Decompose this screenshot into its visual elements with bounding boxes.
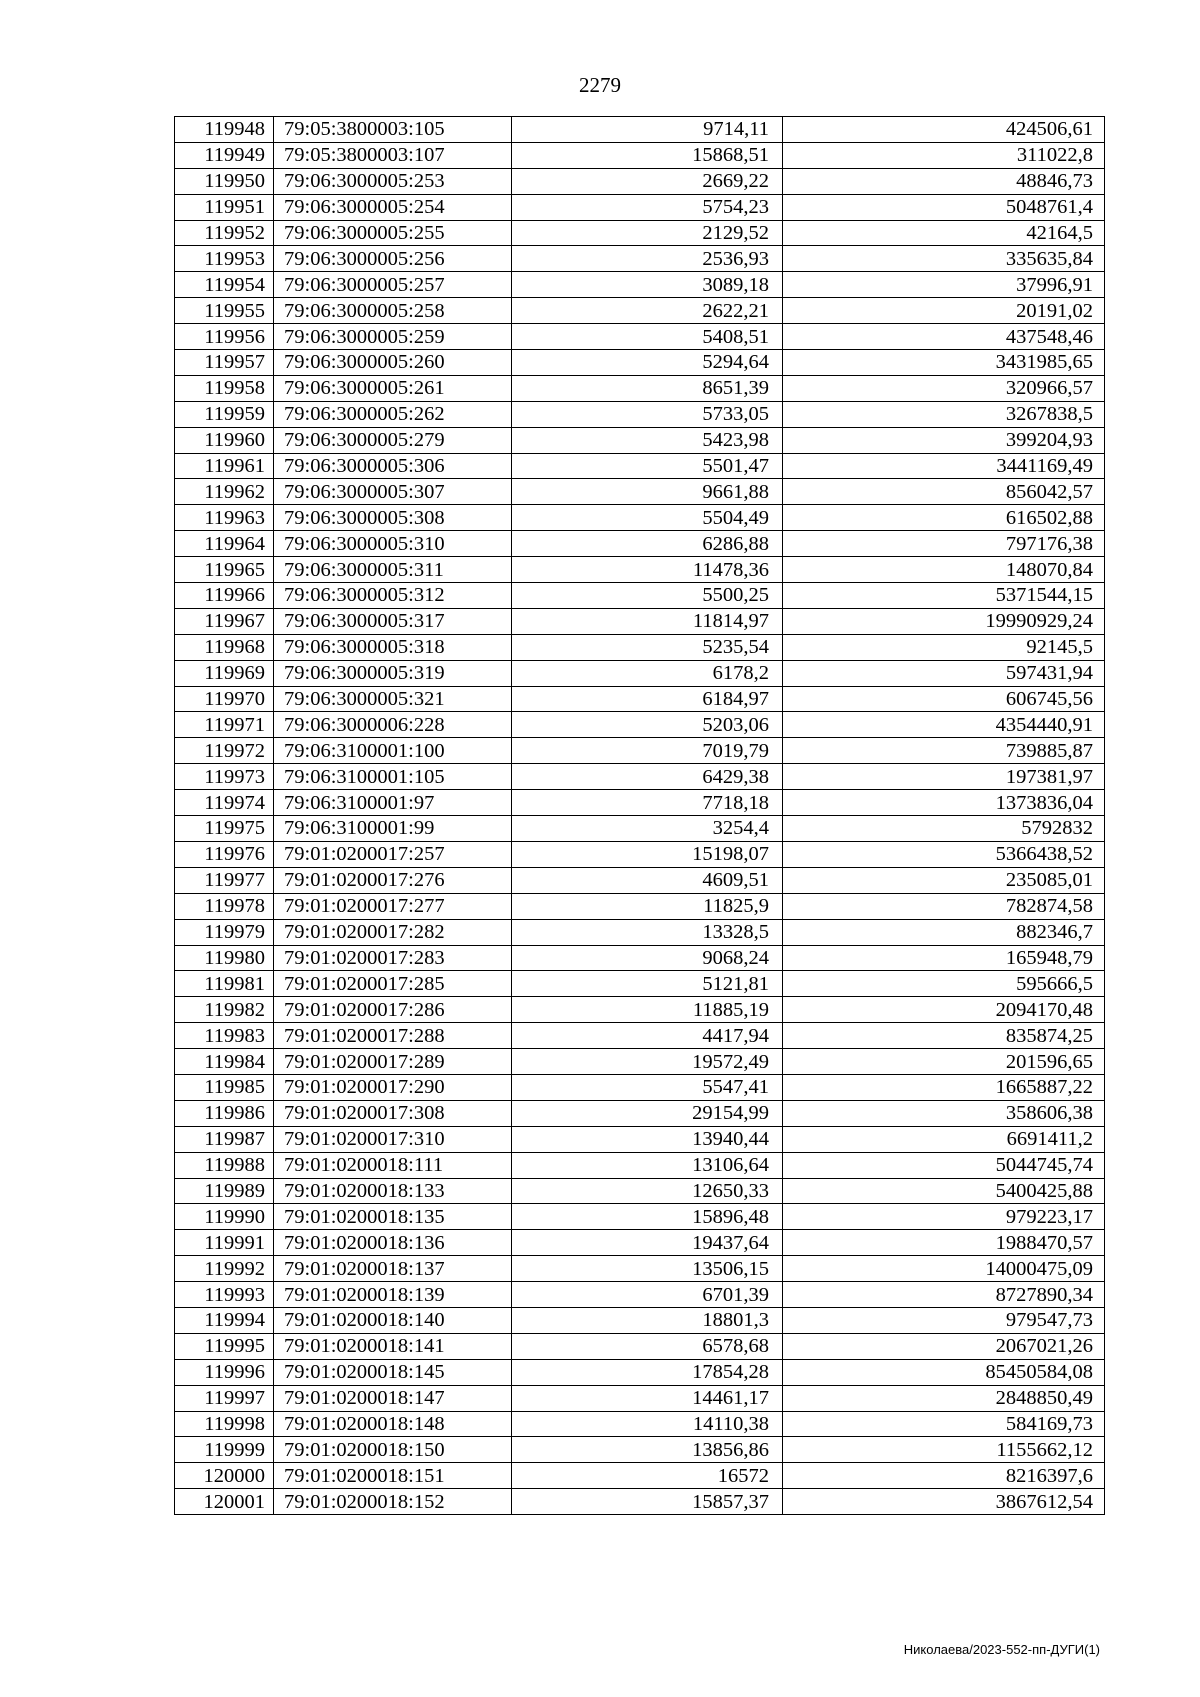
value-cell: 835874,25 — [783, 1023, 1105, 1049]
row-number-cell: 119985 — [175, 1074, 274, 1100]
row-number-cell: 119968 — [175, 634, 274, 660]
cadastral-number-cell: 79:06:3000005:318 — [274, 634, 512, 660]
value-cell: 8216397,6 — [783, 1463, 1105, 1489]
cadastral-number-cell: 79:06:3000005:256 — [274, 246, 512, 272]
area-cell: 5235,54 — [512, 634, 783, 660]
table-row — [175, 298, 1105, 324]
value-cell: 856042,57 — [783, 479, 1105, 505]
value-cell: 311022,8 — [783, 142, 1105, 168]
area-cell: 3089,18 — [512, 272, 783, 298]
table-row — [175, 919, 1105, 945]
row-number-cell: 119981 — [175, 971, 274, 997]
table-row — [175, 1385, 1105, 1411]
value-cell: 1665887,22 — [783, 1074, 1105, 1100]
table-row — [175, 246, 1105, 272]
row-number-cell: 119988 — [175, 1152, 274, 1178]
value-cell: 5044745,74 — [783, 1152, 1105, 1178]
area-cell: 14110,38 — [512, 1411, 783, 1437]
table-row — [175, 712, 1105, 738]
table-row — [175, 1463, 1105, 1489]
area-cell: 19437,64 — [512, 1230, 783, 1256]
table-row — [175, 531, 1105, 557]
cadastral-number-cell: 79:01:0200018:135 — [274, 1204, 512, 1230]
cadastral-number-cell: 79:06:3000005:255 — [274, 220, 512, 246]
value-cell: 2067021,26 — [783, 1333, 1105, 1359]
cadastral-number-cell: 79:06:3000005:308 — [274, 505, 512, 531]
cadastral-number-cell: 79:05:3800003:105 — [274, 117, 512, 143]
area-cell: 14461,17 — [512, 1385, 783, 1411]
cadastral-number-cell: 79:06:3000006:228 — [274, 712, 512, 738]
cadastral-number-cell: 79:05:3800003:107 — [274, 142, 512, 168]
table-row — [175, 867, 1105, 893]
cadastral-number-cell: 79:01:0200017:283 — [274, 945, 512, 971]
row-number-cell: 119953 — [175, 246, 274, 272]
table-row — [175, 841, 1105, 867]
row-number-cell: 119964 — [175, 531, 274, 557]
area-cell: 5423,98 — [512, 427, 783, 453]
cadastral-number-cell: 79:01:0200017:308 — [274, 1100, 512, 1126]
area-cell: 15198,07 — [512, 841, 783, 867]
area-cell: 11478,36 — [512, 557, 783, 583]
value-cell: 3441169,49 — [783, 453, 1105, 479]
row-number-cell: 119973 — [175, 764, 274, 790]
table-row — [175, 479, 1105, 505]
table-row — [175, 945, 1105, 971]
cadastral-number-cell: 79:06:3000005:253 — [274, 168, 512, 194]
area-cell: 5121,81 — [512, 971, 783, 997]
row-number-cell: 119954 — [175, 272, 274, 298]
table-row — [175, 375, 1105, 401]
value-cell: 1988470,57 — [783, 1230, 1105, 1256]
footer-reference: Николаева/2023-552-пп-ДУГИ(1) — [903, 1642, 1100, 1657]
table-row — [175, 1126, 1105, 1152]
area-cell: 5203,06 — [512, 712, 783, 738]
value-cell: 979223,17 — [783, 1204, 1105, 1230]
value-cell: 3867612,54 — [783, 1489, 1105, 1515]
cadastral-number-cell: 79:06:3000005:317 — [274, 608, 512, 634]
row-number-cell: 119993 — [175, 1282, 274, 1308]
table-row — [175, 1359, 1105, 1385]
value-cell: 979547,73 — [783, 1307, 1105, 1333]
area-cell: 5504,49 — [512, 505, 783, 531]
row-number-cell: 119974 — [175, 790, 274, 816]
area-cell: 15868,51 — [512, 142, 783, 168]
cadastral-number-cell: 79:06:3000005:257 — [274, 272, 512, 298]
table-row — [175, 583, 1105, 609]
table-row — [175, 686, 1105, 712]
area-cell: 11885,19 — [512, 997, 783, 1023]
row-number-cell: 119980 — [175, 945, 274, 971]
row-number-cell: 119966 — [175, 583, 274, 609]
row-number-cell: 119975 — [175, 816, 274, 842]
cadastral-number-cell: 79:06:3000005:260 — [274, 350, 512, 376]
value-cell: 616502,88 — [783, 505, 1105, 531]
area-cell: 6184,97 — [512, 686, 783, 712]
row-number-cell: 119979 — [175, 919, 274, 945]
area-cell: 2622,21 — [512, 298, 783, 324]
row-number-cell: 119984 — [175, 1049, 274, 1075]
area-cell: 15857,37 — [512, 1489, 783, 1515]
table-row — [175, 1282, 1105, 1308]
row-number-cell: 119959 — [175, 401, 274, 427]
area-cell: 5408,51 — [512, 324, 783, 350]
cadastral-number-cell: 79:01:0200018:147 — [274, 1385, 512, 1411]
value-cell: 20191,02 — [783, 298, 1105, 324]
area-cell: 13856,86 — [512, 1437, 783, 1463]
value-cell: 1373836,04 — [783, 790, 1105, 816]
value-cell: 437548,46 — [783, 324, 1105, 350]
table-row — [175, 764, 1105, 790]
area-cell: 12650,33 — [512, 1178, 783, 1204]
area-cell: 6578,68 — [512, 1333, 783, 1359]
area-cell: 4417,94 — [512, 1023, 783, 1049]
area-cell: 9661,88 — [512, 479, 783, 505]
cadastral-number-cell: 79:01:0200018:148 — [274, 1411, 512, 1437]
cadastral-number-cell: 79:01:0200018:151 — [274, 1463, 512, 1489]
area-cell: 2129,52 — [512, 220, 783, 246]
cadastral-number-cell: 79:01:0200017:290 — [274, 1074, 512, 1100]
row-number-cell: 119986 — [175, 1100, 274, 1126]
value-cell: 197381,97 — [783, 764, 1105, 790]
row-number-cell: 119960 — [175, 427, 274, 453]
table-row — [175, 893, 1105, 919]
table-row — [175, 401, 1105, 427]
cadastral-number-cell: 79:06:3000005:307 — [274, 479, 512, 505]
table-row — [175, 1074, 1105, 1100]
value-cell: 8727890,34 — [783, 1282, 1105, 1308]
table-row — [175, 1489, 1105, 1515]
value-cell: 595666,5 — [783, 971, 1105, 997]
row-number-cell: 119987 — [175, 1126, 274, 1152]
value-cell: 882346,7 — [783, 919, 1105, 945]
table-row — [175, 272, 1105, 298]
row-number-cell: 119999 — [175, 1437, 274, 1463]
table-row — [175, 634, 1105, 660]
area-cell: 7019,79 — [512, 738, 783, 764]
value-cell: 42164,5 — [783, 220, 1105, 246]
cadastral-number-cell: 79:01:0200017:276 — [274, 867, 512, 893]
cadastral-number-cell: 79:01:0200017:277 — [274, 893, 512, 919]
table-row — [175, 427, 1105, 453]
cadastral-number-cell: 79:01:0200018:139 — [274, 1282, 512, 1308]
table-row — [175, 1100, 1105, 1126]
row-number-cell: 119977 — [175, 867, 274, 893]
area-cell: 6286,88 — [512, 531, 783, 557]
area-cell: 16572 — [512, 1463, 783, 1489]
table-row — [175, 194, 1105, 220]
value-cell: 597431,94 — [783, 660, 1105, 686]
row-number-cell: 119978 — [175, 893, 274, 919]
value-cell: 92145,5 — [783, 634, 1105, 660]
cadastral-number-cell: 79:06:3100001:100 — [274, 738, 512, 764]
area-cell: 7718,18 — [512, 790, 783, 816]
cadastral-number-cell: 79:06:3000005:306 — [274, 453, 512, 479]
row-number-cell: 119971 — [175, 712, 274, 738]
page-number: 2279 — [579, 73, 621, 97]
cadastral-number-cell: 79:06:3000005:319 — [274, 660, 512, 686]
table-row — [175, 738, 1105, 764]
cadastral-number-cell: 79:06:3000005:321 — [274, 686, 512, 712]
cadastral-number-cell: 79:06:3000005:312 — [274, 583, 512, 609]
cadastral-number-cell: 79:01:0200017:310 — [274, 1126, 512, 1152]
area-cell: 5733,05 — [512, 401, 783, 427]
area-cell: 4609,51 — [512, 867, 783, 893]
value-cell: 739885,87 — [783, 738, 1105, 764]
row-number-cell: 119970 — [175, 686, 274, 712]
value-cell: 5366438,52 — [783, 841, 1105, 867]
cadastral-number-cell: 79:01:0200017:282 — [274, 919, 512, 945]
row-number-cell: 119967 — [175, 608, 274, 634]
area-cell: 8651,39 — [512, 375, 783, 401]
area-cell: 13328,5 — [512, 919, 783, 945]
row-number-cell: 119997 — [175, 1385, 274, 1411]
cadastral-number-cell: 79:01:0200018:136 — [274, 1230, 512, 1256]
cadastral-number-cell: 79:06:3000005:261 — [274, 375, 512, 401]
row-number-cell: 119951 — [175, 194, 274, 220]
table-body — [175, 117, 1105, 1515]
value-cell: 5371544,15 — [783, 583, 1105, 609]
row-number-cell: 119963 — [175, 505, 274, 531]
area-cell: 9068,24 — [512, 945, 783, 971]
row-number-cell: 119992 — [175, 1256, 274, 1282]
area-cell: 6178,2 — [512, 660, 783, 686]
row-number-cell: 119962 — [175, 479, 274, 505]
value-cell: 148070,84 — [783, 557, 1105, 583]
cadastral-number-cell: 79:01:0200017:288 — [274, 1023, 512, 1049]
value-cell: 335635,84 — [783, 246, 1105, 272]
value-cell: 1155662,12 — [783, 1437, 1105, 1463]
row-number-cell: 119982 — [175, 997, 274, 1023]
area-cell: 5501,47 — [512, 453, 783, 479]
row-number-cell: 119996 — [175, 1359, 274, 1385]
area-cell: 15896,48 — [512, 1204, 783, 1230]
cadastral-number-cell: 79:01:0200017:289 — [274, 1049, 512, 1075]
table-row — [175, 220, 1105, 246]
area-cell: 11814,97 — [512, 608, 783, 634]
table-row — [175, 971, 1105, 997]
table-row — [175, 117, 1105, 143]
cadastral-number-cell: 79:01:0200018:133 — [274, 1178, 512, 1204]
row-number-cell: 119972 — [175, 738, 274, 764]
cadastral-number-cell: 79:06:3100001:105 — [274, 764, 512, 790]
value-cell: 201596,65 — [783, 1049, 1105, 1075]
row-number-cell: 119976 — [175, 841, 274, 867]
row-number-cell: 119998 — [175, 1411, 274, 1437]
value-cell: 399204,93 — [783, 427, 1105, 453]
table-row — [175, 1411, 1105, 1437]
cadastral-number-cell: 79:01:0200018:111 — [274, 1152, 512, 1178]
cadastral-number-cell: 79:01:0200017:257 — [274, 841, 512, 867]
table-row — [175, 557, 1105, 583]
area-cell: 13940,44 — [512, 1126, 783, 1152]
row-number-cell: 119950 — [175, 168, 274, 194]
table-row — [175, 453, 1105, 479]
cadastral-number-cell: 79:06:3000005:311 — [274, 557, 512, 583]
area-cell: 11825,9 — [512, 893, 783, 919]
row-number-cell: 120000 — [175, 1463, 274, 1489]
row-number-cell: 119952 — [175, 220, 274, 246]
data-table — [174, 116, 1105, 1515]
area-cell: 17854,28 — [512, 1359, 783, 1385]
row-number-cell: 119965 — [175, 557, 274, 583]
row-number-cell: 119969 — [175, 660, 274, 686]
table-row — [175, 168, 1105, 194]
table-row — [175, 142, 1105, 168]
table-row — [175, 608, 1105, 634]
table-row — [175, 1230, 1105, 1256]
row-number-cell: 119990 — [175, 1204, 274, 1230]
cadastral-number-cell: 79:06:3000005:259 — [274, 324, 512, 350]
cadastral-number-cell: 79:01:0200018:140 — [274, 1307, 512, 1333]
value-cell: 584169,73 — [783, 1411, 1105, 1437]
value-cell: 6691411,2 — [783, 1126, 1105, 1152]
area-cell: 2669,22 — [512, 168, 783, 194]
value-cell: 165948,79 — [783, 945, 1105, 971]
table-row — [175, 790, 1105, 816]
value-cell: 358606,38 — [783, 1100, 1105, 1126]
table-row — [175, 1049, 1105, 1075]
value-cell: 3267838,5 — [783, 401, 1105, 427]
value-cell: 5048761,4 — [783, 194, 1105, 220]
value-cell: 606745,56 — [783, 686, 1105, 712]
value-cell: 782874,58 — [783, 893, 1105, 919]
table-row — [175, 1178, 1105, 1204]
table-row — [175, 350, 1105, 376]
row-number-cell: 119995 — [175, 1333, 274, 1359]
row-number-cell: 119994 — [175, 1307, 274, 1333]
value-cell: 5400425,88 — [783, 1178, 1105, 1204]
table-row — [175, 1256, 1105, 1282]
cadastral-number-cell: 79:06:3000005:262 — [274, 401, 512, 427]
area-cell: 13106,64 — [512, 1152, 783, 1178]
cadastral-number-cell: 79:01:0200018:145 — [274, 1359, 512, 1385]
cadastral-number-cell: 79:06:3100001:97 — [274, 790, 512, 816]
row-number-cell: 119958 — [175, 375, 274, 401]
table-row — [175, 1333, 1105, 1359]
cadastral-number-cell: 79:01:0200017:285 — [274, 971, 512, 997]
cadastral-number-cell: 79:01:0200018:141 — [274, 1333, 512, 1359]
value-cell: 85450584,08 — [783, 1359, 1105, 1385]
table-row — [175, 1437, 1105, 1463]
value-cell: 320966,57 — [783, 375, 1105, 401]
area-cell: 5500,25 — [512, 583, 783, 609]
table-row — [175, 1152, 1105, 1178]
area-cell: 5294,64 — [512, 350, 783, 376]
table-row — [175, 660, 1105, 686]
row-number-cell: 119991 — [175, 1230, 274, 1256]
cadastral-number-cell: 79:01:0200018:152 — [274, 1489, 512, 1515]
row-number-cell: 119949 — [175, 142, 274, 168]
row-number-cell: 119957 — [175, 350, 274, 376]
value-cell: 5792832 — [783, 816, 1105, 842]
row-number-cell: 119955 — [175, 298, 274, 324]
row-number-cell: 120001 — [175, 1489, 274, 1515]
area-cell: 5754,23 — [512, 194, 783, 220]
cadastral-number-cell: 79:01:0200018:150 — [274, 1437, 512, 1463]
value-cell: 3431985,65 — [783, 350, 1105, 376]
value-cell: 235085,01 — [783, 867, 1105, 893]
cadastral-number-cell: 79:06:3000005:279 — [274, 427, 512, 453]
cadastral-number-cell: 79:06:3000005:258 — [274, 298, 512, 324]
table-row — [175, 324, 1105, 350]
area-cell: 6701,39 — [512, 1282, 783, 1308]
area-cell: 29154,99 — [512, 1100, 783, 1126]
value-cell: 797176,38 — [783, 531, 1105, 557]
row-number-cell: 119948 — [175, 117, 274, 143]
area-cell: 19572,49 — [512, 1049, 783, 1075]
value-cell: 37996,91 — [783, 272, 1105, 298]
cadastral-number-cell: 79:06:3000005:254 — [274, 194, 512, 220]
value-cell: 4354440,91 — [783, 712, 1105, 738]
value-cell: 424506,61 — [783, 117, 1105, 143]
cadastral-number-cell: 79:06:3100001:99 — [274, 816, 512, 842]
value-cell: 2848850,49 — [783, 1385, 1105, 1411]
area-cell: 2536,93 — [512, 246, 783, 272]
cadastral-number-cell: 79:06:3000005:310 — [274, 531, 512, 557]
area-cell: 13506,15 — [512, 1256, 783, 1282]
area-cell: 5547,41 — [512, 1074, 783, 1100]
value-cell: 19990929,24 — [783, 608, 1105, 634]
value-cell: 48846,73 — [783, 168, 1105, 194]
table-row — [175, 816, 1105, 842]
table-row — [175, 1023, 1105, 1049]
row-number-cell: 119983 — [175, 1023, 274, 1049]
value-cell: 2094170,48 — [783, 997, 1105, 1023]
area-cell: 18801,3 — [512, 1307, 783, 1333]
area-cell: 6429,38 — [512, 764, 783, 790]
area-cell: 9714,11 — [512, 117, 783, 143]
row-number-cell: 119961 — [175, 453, 274, 479]
row-number-cell: 119956 — [175, 324, 274, 350]
cadastral-number-cell: 79:01:0200017:286 — [274, 997, 512, 1023]
value-cell: 14000475,09 — [783, 1256, 1105, 1282]
cadastral-number-cell: 79:01:0200018:137 — [274, 1256, 512, 1282]
row-number-cell: 119989 — [175, 1178, 274, 1204]
area-cell: 3254,4 — [512, 816, 783, 842]
table-row — [175, 505, 1105, 531]
table-row — [175, 1204, 1105, 1230]
table-row — [175, 1307, 1105, 1333]
table-row — [175, 997, 1105, 1023]
